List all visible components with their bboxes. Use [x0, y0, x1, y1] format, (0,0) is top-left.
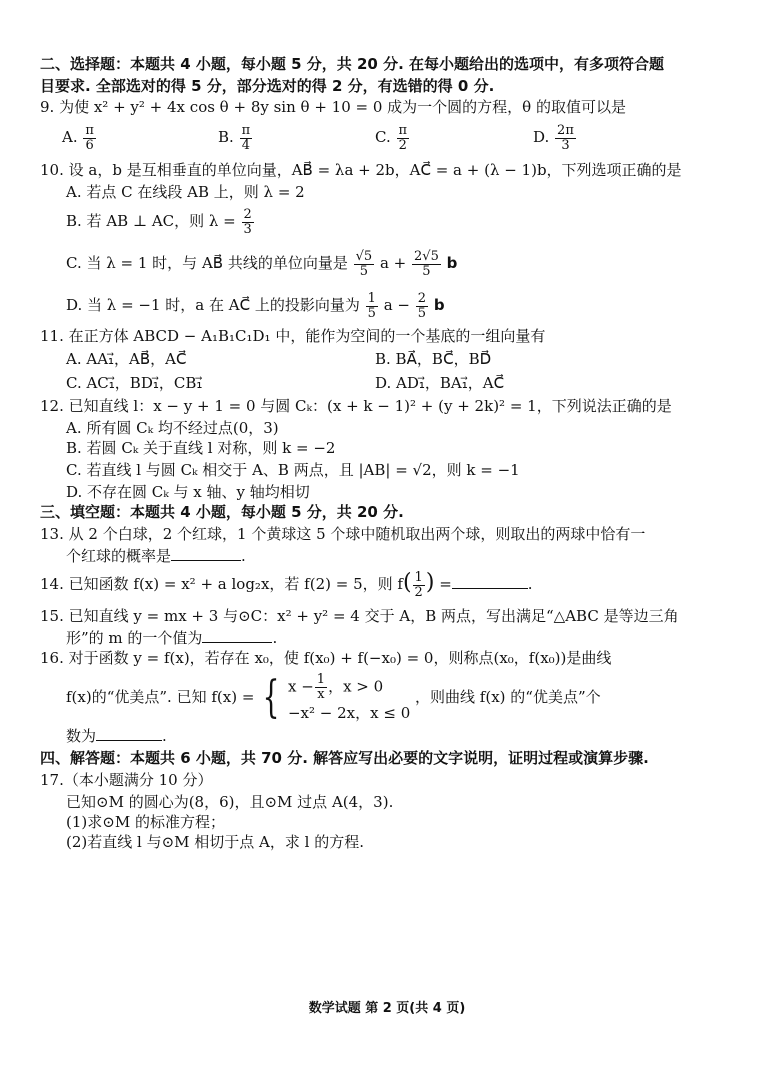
- q12-stem: 12. 已知直线 l：x − y + 1 = 0 与圆 Cₖ：(x + k − 1)² + (y + 2k)² = 1，下列说法正确的是: [40, 397, 672, 415]
- q11-stem: 11. 在正方体 ABCD − A₁B₁C₁D₁ 中，能作为空间的一个基底的一组向量有: [40, 327, 546, 345]
- q15-line1: 15. 已知直线 y = mx + 3 与⊙C：x² + y² = 4 交于 A，B 两点，写出满足“△ABC 是等边三角: [40, 607, 679, 625]
- q16-line1: 16. 对于函数 y = f(x)，若存在 x₀，使 f(x₀) + f(−x₀) = 0，则称点(x₀，f(x₀))是曲线: [40, 649, 612, 667]
- q11-option-b: B. BA⃗，BC⃗，BD⃗: [375, 350, 492, 368]
- q9-d-fraction: $\frac{2\pi}{3}$: [557, 122, 574, 153]
- section-2-header-line1: 二、选择题：本题共 4 小题，每小题 5 分，共 20 分. 在每小题给出的选项中，有多项符合题: [40, 55, 665, 73]
- q12-option-a: A. 所有圆 Cₖ 均不经过点(0，3): [66, 419, 279, 437]
- q12-option-b: B. 若圆 Cₖ 关于直线 l 对称，则 k = −2: [66, 439, 336, 457]
- q15-line2: 形”的 m 的一个值为 .: [66, 629, 278, 647]
- page-footer: 数学试题 第 2 页(共 4 页): [308, 1001, 466, 1016]
- section-2-header-line2: 目要求. 全部选对的得 5 分，部分选对的得 2 分，有选错的得 0 分.: [40, 77, 495, 95]
- q13-line1: 13. 从 2 个白球，2 个红球，1 个黄球这 5 个球中随机取出两个球，则取出的两球中恰有一: [40, 525, 646, 543]
- q13-answer-blank: [171, 546, 241, 561]
- q10-option-c: C. 当 λ = 1 时，与 AB⃗ 共线的单位向量是 $\frac{√5}{5}$ a + $\frac{2√5}{5}$ b: [66, 248, 458, 279]
- q14-line: 14. 已知函数 f(x) = x² + a log₂x，若 f(2) = 5，则 f( $\frac{1}{2}$ ) = .: [40, 569, 533, 600]
- q9-a-fraction: $\frac{\pi}{6}$: [85, 122, 94, 153]
- q9-option-b: B. $\frac{\pi}{4}$: [218, 122, 251, 153]
- q17-line3: (2)若直线 l 与⊙M 相切于点 A，求 l 的方程.: [66, 833, 364, 851]
- q11-option-a: A. AA₁⃗，AB⃗，AC⃗: [66, 350, 187, 368]
- q9-option-c: C. $\frac{\pi}{2}$: [375, 122, 408, 153]
- q16-line3: 数为 .: [66, 727, 167, 745]
- section-4-header: 四、解答题：本题共 6 小题，共 70 分. 解答应写出必要的文字说明，证明过程或演算步骤.: [40, 749, 649, 767]
- q16-piecewise: x − $\frac{1}{x}$ ，x > 0 −x² − 2x，x ≤ 0: [287, 671, 411, 722]
- q12-option-c: C. 若直线 l 与圆 Cₖ 相交于 A、B 两点，且 |AB| = √2，则 k = −1: [66, 461, 520, 479]
- q13-line2: 个红球的概率是 .: [66, 547, 246, 565]
- q16-answer-blank: [96, 726, 162, 741]
- q11-option-c: C. AC₁⃗，BD₁⃗，CB₁⃗: [66, 374, 203, 392]
- q17-line1: 已知⊙M 的圆心为(8，6)，且⊙M 过点 A(4，3).: [66, 793, 394, 811]
- q17-line2: (1)求⊙M 的标准方程；: [66, 813, 225, 831]
- q14-answer-blank: [452, 574, 528, 589]
- q9-b-fraction: $\frac{\pi}{4}$: [241, 122, 251, 153]
- q9-stem: 9. 为使 x² + y² + 4x cos θ + 8y sin θ + 10 = 0 成为一个圆的方程，θ 的取值可以是: [40, 98, 626, 116]
- q9-option-d: D. $\frac{2\pi}{3}$: [533, 122, 574, 153]
- q16-line2: f(x)的“优美点”. 已知 f(x) = { x − $\frac{1}{x}$ ，x > 0 −x² − 2x，x ≤ 0 ，则曲线 f(x) 的“优美点”个: [66, 671, 601, 723]
- q10-option-a: A. 若点 C 在线段 AB 上，则 λ = 2: [66, 183, 305, 201]
- q17-title: 17.（本小题满分 10 分）: [40, 771, 213, 789]
- section-3-header: 三、填空题：本题共 4 小题，每小题 5 分，共 20 分.: [40, 503, 404, 521]
- q12-option-d: D. 不存在圆 Cₖ 与 x 轴、y 轴均相切: [66, 483, 310, 501]
- q10-stem: 10. 设 a，b 是互相垂直的单位向量，AB⃗ = λa + 2b，AC⃗ = a + (λ − 1)b，下列选项正确的是: [40, 161, 682, 179]
- q10-option-b: B. 若 AB ⊥ AC，则 λ = $\frac{2}{3}$: [66, 206, 252, 237]
- q11-option-d: D. AD₁⃗，BA₁⃗，AC⃗: [375, 374, 505, 392]
- q15-answer-blank: [202, 628, 272, 643]
- q10-option-d: D. 当 λ = −1 时，a 在 AC⃗ 上的投影向量为 $\frac{1}{5}$ a − $\frac{2}{5}$ b: [66, 290, 445, 321]
- q9-c-fraction: $\frac{\pi}{2}$: [398, 122, 408, 153]
- q9-option-a: A. $\frac{\pi}{6}$: [62, 122, 94, 153]
